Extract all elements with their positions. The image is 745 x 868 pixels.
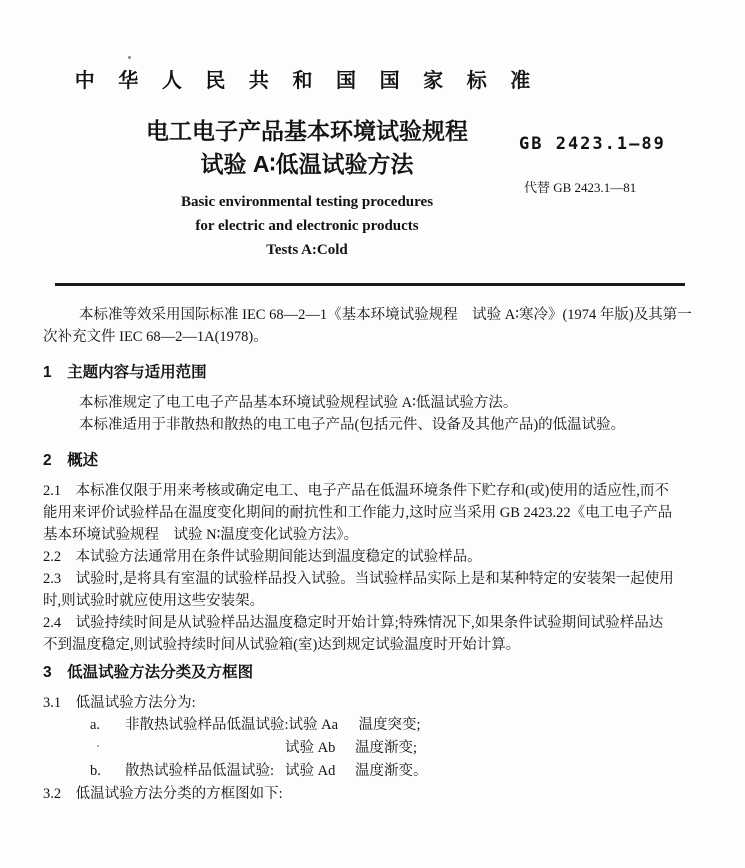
- classification-row: [90, 714, 710, 737]
- test-condition: 温度突变;: [358, 717, 421, 733]
- body-line: 时,则试验时就应使用这些安装架。: [43, 593, 265, 609]
- list-item-desc: 非散热试验样品低温试验:: [125, 717, 289, 733]
- body-line: 2.2 本试验方法通常用在条件试验期间能达到温度稳定的试验样品。: [43, 549, 482, 565]
- classification-row: [90, 760, 710, 783]
- body-line: 2.4 试验持续时间是从试验样品达温度稳定时开始计算;特殊情况下,如果条件试验期间试验样品达: [43, 615, 664, 631]
- section-2-heading: 2 概述: [43, 452, 99, 469]
- section-3-heading: 3 低温试验方法分类及方框图: [43, 664, 254, 681]
- section-1-heading: 1 主题内容与适用范围: [43, 364, 207, 381]
- intro-line: 本标准等效采用国际标准 IEC 68—2—1《基本环境试验规程 试验 A∶寒冷》(1974 年版)及其第一: [79, 307, 692, 323]
- test-condition: 温度渐变。: [355, 763, 428, 779]
- body-line: 不到温度稳定,则试验持续时间从试验箱(室)达到规定试验温度时开始计算。: [43, 637, 521, 653]
- body-line: 本标准规定了电工电子产品基本环境试验规程试验 A∶低温试验方法。: [79, 395, 518, 411]
- header-divider: [55, 283, 685, 286]
- body-line: 能用来评价试验样品在温度变化期间的耐抗性和工作能力,这时应当采用 GB 2423.22《电工电子产品: [43, 505, 673, 521]
- national-standard-label: 中 华 人 民 共 和 国 国 家 标 准: [74, 70, 540, 92]
- list-item-label: a.: [90, 717, 101, 733]
- test-name: 试验 Ad: [285, 763, 336, 779]
- classification-row: [90, 737, 710, 760]
- list-item-label: [90, 737, 125, 760]
- body-line: 3.1 低温试验方法分为:: [43, 695, 196, 711]
- list-item-desc: [125, 737, 285, 760]
- body-line: 3.2 低温试验方法分类的方框图如下:: [43, 786, 283, 802]
- body-line: 2.3 试验时,是将具有室温的试验样品投入试验。当试验样品实际上是和某种特定的安装架一起使用: [43, 571, 674, 587]
- document-title-en: [57, 190, 557, 262]
- intro-line: 次补充文件 IEC 68—2—1A(1978)。: [43, 329, 268, 345]
- body-line: 2.1 本标准仅限于用来考核或确定电工、电子产品在低温环境条件下贮存和(或)使用的适应性,而不: [43, 483, 669, 499]
- scan-artifact-dot: [128, 56, 131, 59]
- test-condition: 温度渐变;: [355, 740, 418, 756]
- body-line: 本标准适用于非散热和散热的电工电子产品(包括元件、设备及其他产品)的低温试验。: [79, 417, 626, 433]
- document-title-cn-line2: 试验 A∶低温试验方法: [200, 151, 414, 177]
- body-line: 基本环境试验规程 试验 N∶温度变化试验方法》。: [43, 527, 359, 543]
- list-item-label: b.: [90, 763, 101, 779]
- test-name: 试验 Ab: [285, 740, 336, 756]
- test-name: 试验 Aa: [288, 717, 339, 733]
- document-title-cn-line1: 电工电子产品基本环境试验规程: [146, 118, 468, 144]
- replaces-note: 代替 GB 2423.1—81: [524, 180, 637, 195]
- standard-code: GB 2423.1—89: [519, 134, 666, 154]
- title-en-line1: Basic environmental testing procedures: [180, 194, 434, 210]
- title-en-line3: Tests A:Cold: [266, 242, 348, 258]
- list-item-desc: 散热试验样品低温试验:: [125, 763, 275, 779]
- document-body: [43, 304, 710, 805]
- title-en-line2: for electric and electronic products: [195, 218, 419, 234]
